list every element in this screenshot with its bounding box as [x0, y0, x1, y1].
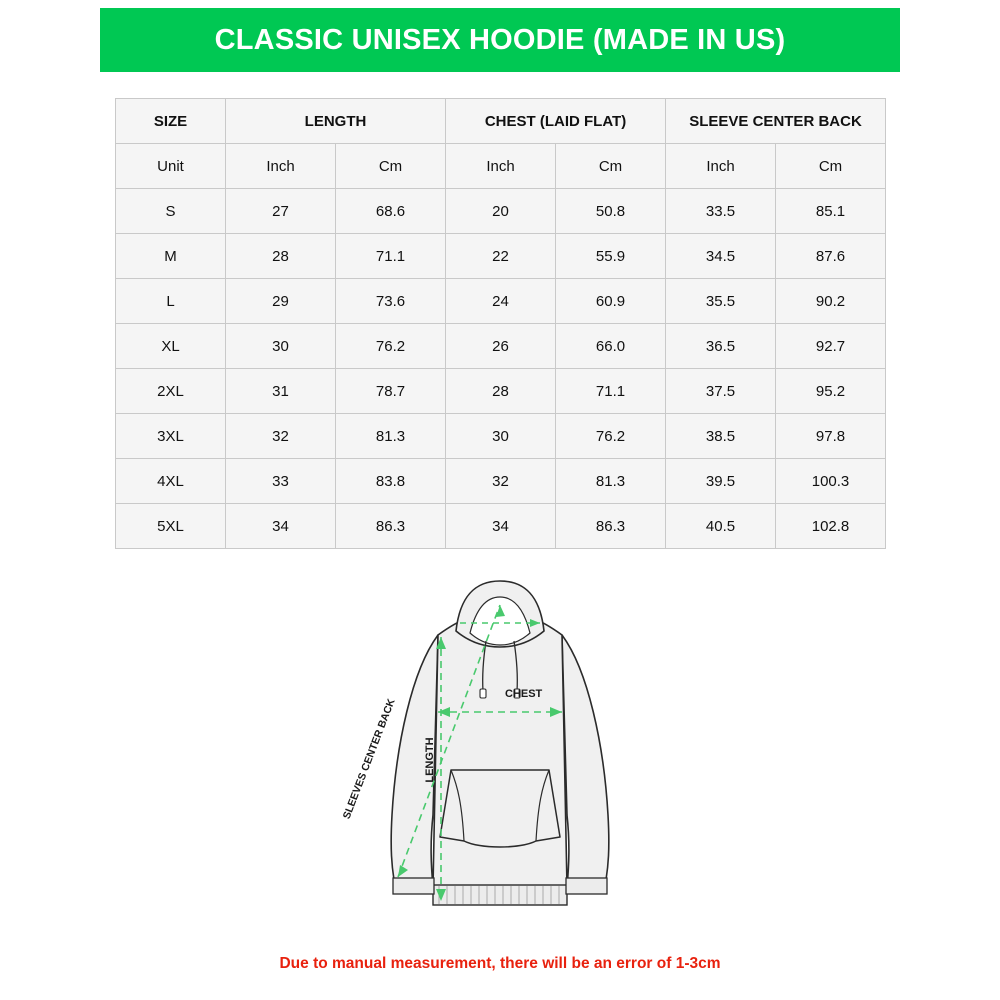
- cell-length-cm: 81.3: [336, 414, 446, 459]
- cell-length-inch: 30: [226, 324, 336, 369]
- table-row: [116, 189, 886, 234]
- cell-sleeve-inch: 35.5: [666, 279, 776, 324]
- cell-sleeve-cm: 85.1: [776, 189, 886, 234]
- cell-size: XL: [116, 324, 226, 369]
- header-length: LENGTH: [226, 99, 446, 144]
- table-row: [116, 234, 886, 279]
- table-header-group-row: [116, 99, 886, 144]
- cell-sleeve-cm: 90.2: [776, 279, 886, 324]
- cell-chest-cm: 50.8: [556, 189, 666, 234]
- cell-length-cm: 71.1: [336, 234, 446, 279]
- cell-length-inch: 27: [226, 189, 336, 234]
- cell-sleeve-inch: 40.5: [666, 504, 776, 549]
- cell-length-cm: 78.7: [336, 369, 446, 414]
- cell-sleeve-cm: 102.8: [776, 504, 886, 549]
- cell-chest-cm: 76.2: [556, 414, 666, 459]
- label-length: LENGTH: [424, 737, 436, 783]
- cell-sleeve-inch: 38.5: [666, 414, 776, 459]
- cell-length-inch: 32: [226, 414, 336, 459]
- cell-size: 3XL: [116, 414, 226, 459]
- cell-chest-cm: 66.0: [556, 324, 666, 369]
- table-row: [116, 279, 886, 324]
- cell-size: L: [116, 279, 226, 324]
- cell-length-inch: 29: [226, 279, 336, 324]
- cell-chest-inch: 22: [446, 234, 556, 279]
- cell-sleeve-cm: 97.8: [776, 414, 886, 459]
- unit-length-cm: Cm: [336, 144, 446, 189]
- cell-chest-cm: 71.1: [556, 369, 666, 414]
- cell-chest-inch: 20: [446, 189, 556, 234]
- cell-chest-cm: 55.9: [556, 234, 666, 279]
- cell-size: 5XL: [116, 504, 226, 549]
- cell-length-inch: 33: [226, 459, 336, 504]
- table-row: [116, 504, 886, 549]
- header-sleeve: SLEEVE CENTER BACK: [666, 99, 886, 144]
- measurement-disclaimer: Due to manual measurement, there will be an error of 1-3cm: [279, 955, 721, 972]
- table-row: [116, 414, 886, 459]
- unit-label: Unit: [116, 144, 226, 189]
- cell-size: 4XL: [116, 459, 226, 504]
- header-banner: [100, 8, 900, 72]
- cell-sleeve-cm: 95.2: [776, 369, 886, 414]
- cell-sleeve-cm: 100.3: [776, 459, 886, 504]
- size-table: [115, 98, 886, 549]
- cell-sleeve-inch: 33.5: [666, 189, 776, 234]
- cell-length-inch: 28: [226, 234, 336, 279]
- label-chest: CHEST: [505, 688, 543, 700]
- unit-sleeve-inch: Inch: [666, 144, 776, 189]
- unit-length-inch: Inch: [226, 144, 336, 189]
- cell-chest-inch: 26: [446, 324, 556, 369]
- cell-size: S: [116, 189, 226, 234]
- unit-sleeve-cm: Cm: [776, 144, 886, 189]
- table-row: [116, 369, 886, 414]
- size-table-wrapper: [115, 98, 885, 549]
- cell-sleeve-inch: 39.5: [666, 459, 776, 504]
- table-row: [116, 459, 886, 504]
- cell-size: M: [116, 234, 226, 279]
- unit-chest-inch: Inch: [446, 144, 556, 189]
- cell-sleeve-inch: 34.5: [666, 234, 776, 279]
- label-sleeve-center-back: SLEEVES CENTER BACK: [340, 697, 398, 821]
- cell-size: 2XL: [116, 369, 226, 414]
- cell-length-inch: 34: [226, 504, 336, 549]
- cell-length-cm: 73.6: [336, 279, 446, 324]
- cell-chest-cm: 86.3: [556, 504, 666, 549]
- cell-chest-cm: 81.3: [556, 459, 666, 504]
- table-unit-row: [116, 144, 886, 189]
- page-title: CLASSIC UNISEX HOODIE (MADE IN US): [214, 23, 786, 56]
- hoodie-illustration: [300, 575, 700, 930]
- cell-length-cm: 68.6: [336, 189, 446, 234]
- cell-chest-inch: 28: [446, 369, 556, 414]
- cell-length-cm: 83.8: [336, 459, 446, 504]
- cell-chest-inch: 34: [446, 504, 556, 549]
- cell-chest-inch: 30: [446, 414, 556, 459]
- cell-length-cm: 76.2: [336, 324, 446, 369]
- cell-chest-cm: 60.9: [556, 279, 666, 324]
- cell-sleeve-cm: 87.6: [776, 234, 886, 279]
- cell-sleeve-inch: 37.5: [666, 369, 776, 414]
- cell-chest-inch: 32: [446, 459, 556, 504]
- cell-length-cm: 86.3: [336, 504, 446, 549]
- header-chest: CHEST (LAID FLAT): [446, 99, 666, 144]
- cell-sleeve-inch: 36.5: [666, 324, 776, 369]
- table-row: [116, 324, 886, 369]
- cell-chest-inch: 24: [446, 279, 556, 324]
- cell-length-inch: 31: [226, 369, 336, 414]
- cell-sleeve-cm: 92.7: [776, 324, 886, 369]
- unit-chest-cm: Cm: [556, 144, 666, 189]
- header-size: SIZE: [116, 99, 226, 144]
